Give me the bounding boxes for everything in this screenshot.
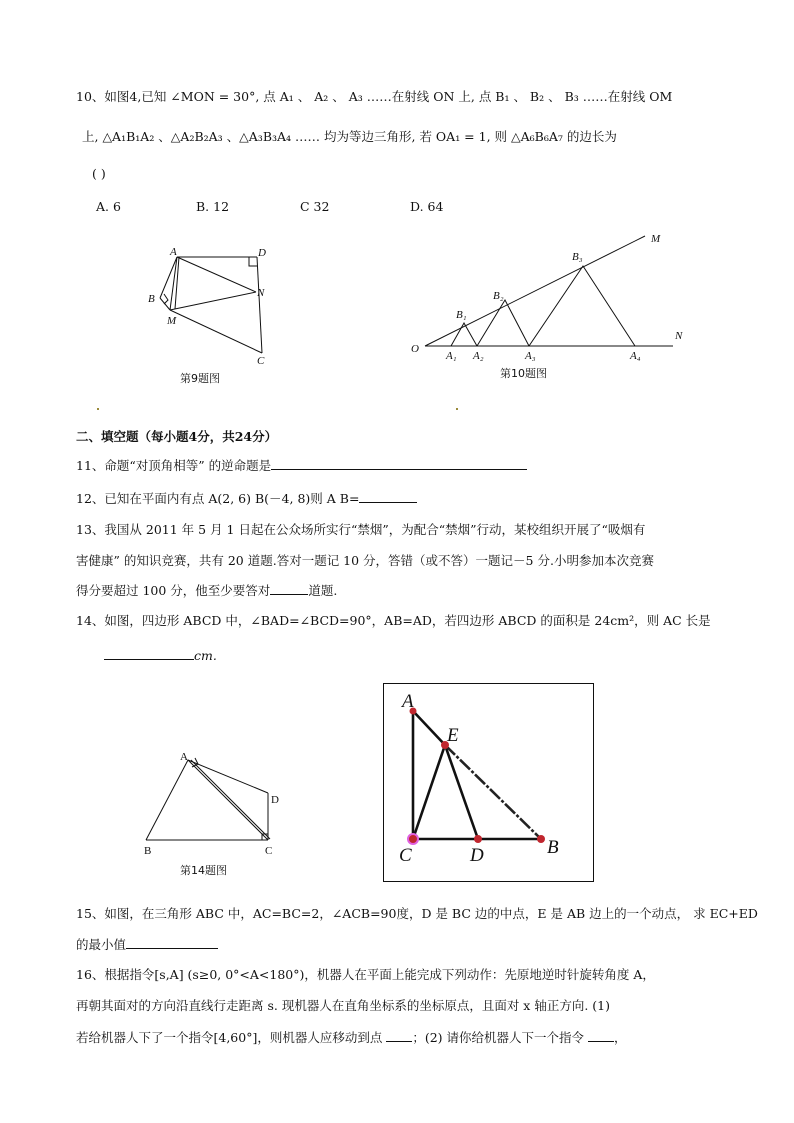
q14-line1: 14、如图，四边形 ABCD 中，∠BAD=∠BCD=90°，AB=AD，若四边形 ABCD 的面积是 24cm²，则 AC 长是 — [76, 613, 711, 628]
fig10-label-o: O — [411, 343, 419, 355]
fig14-line-ac2 — [191, 760, 270, 839]
q13-answer-blank[interactable] — [270, 582, 308, 595]
q16-line1: 16、根据指令[s,A] (s≥0, 0°<A<180°)，机器人在平面上能完成下列动作：先原地逆时针旋转角度 A， — [76, 967, 655, 982]
fig9-right-angle-b — [164, 294, 168, 304]
fig10-triangle-3 — [529, 266, 635, 346]
q10-line2: 上, △A₁B₁A₂ 、△A₂B₂A₃ 、△A₃B₃A₄ …… 均为等边三角形, 若 OA₁ = 1, 则 △A₆B₆A₇ 的边长为 — [82, 129, 617, 144]
q11-answer-blank[interactable] — [271, 457, 527, 470]
fig15-point-d — [474, 835, 482, 843]
fig15-line-eb — [445, 745, 541, 839]
fig10-label-a1: A₁ — [446, 350, 457, 362]
figure-10 — [405, 228, 705, 363]
q15-line2 — [76, 936, 218, 954]
q15-line1: 15、如图，在三角形 ABC 中，AC=BC=2，∠ACB=90度，D 是 BC 边的中点，E 是 AB 边上的一个动点， 求 EC+ED — [76, 906, 758, 921]
q16-line3-mid: ；(2) 请你给机器人下一个指令 — [412, 1030, 585, 1045]
fig10-caption: 第10题图 — [500, 367, 547, 380]
q16-line3-end: ， — [614, 1030, 627, 1045]
fig14-label-a: A — [180, 751, 188, 763]
q13-line1: 13、我国从 2011 年 5 月 1 日起在公众场所实行“禁烟”，为配合“禁烟”行动，某校组织开展了“吸烟有 — [76, 522, 646, 537]
section-2-title: 二、填空题（每小题4分，共24分） — [76, 429, 278, 444]
fig9-label-d: D — [258, 247, 266, 259]
q12 — [76, 490, 417, 508]
figure-15 — [383, 683, 595, 883]
fig10-label-n: N — [675, 330, 683, 342]
q13-line2: 害健康” 的知识竞赛，共有 20 道题.答对一题记 10 分，答错（或不答）一题记－5 分.小明参加本次竞赛 — [76, 553, 654, 568]
stray-dot-right — [456, 408, 458, 410]
fig9-label-c: C — [257, 355, 265, 367]
q14-line2 — [104, 647, 217, 665]
fig10-label-b2: B₂ — [493, 290, 504, 302]
q15-answer-blank[interactable] — [126, 936, 218, 949]
q10-option-d: D. 64 — [410, 199, 444, 214]
fig10-label-b3: B₃ — [572, 251, 583, 263]
q15-line2-text: 的最小值 — [76, 937, 127, 952]
fig10-label-a4: A₄ — [630, 350, 641, 362]
fig15-point-b — [537, 835, 545, 843]
q10-paren: ( ) — [92, 166, 106, 181]
q10-option-c: C 32 — [300, 199, 330, 214]
fig14-line-ad — [188, 760, 268, 793]
q10-option-b: B. 12 — [196, 199, 230, 214]
fig14-line-ac — [188, 760, 268, 840]
q14-answer-blank[interactable] — [104, 647, 194, 660]
fig10-label-a2: A₂ — [473, 350, 484, 362]
q11 — [76, 457, 527, 475]
fig9-right-angle-d — [249, 257, 257, 266]
fig9-label-m: M — [167, 315, 177, 327]
fig15-point-c — [408, 834, 418, 844]
fig10-label-a3: A₃ — [525, 350, 536, 362]
q16-answer-blank-2[interactable] — [588, 1029, 614, 1042]
fig14-caption: 第14题图 — [180, 864, 227, 877]
q12-text: 12、已知在平面内有点 A(2, 6) B(－4, 8)则 A B= — [76, 491, 360, 506]
fig9-caption: 第9题图 — [180, 372, 220, 385]
q16-line2: 再朝其面对的方向沿直线行走距离 s. 现机器人在直角坐标系的坐标原点，且面对 x 轴正方向. (1) — [76, 998, 610, 1013]
fig10-label-m: M — [651, 233, 661, 245]
fig15-label-b: B — [547, 837, 559, 858]
q14-unit: cm. — [194, 648, 217, 663]
fig9-label-b: B — [148, 293, 155, 305]
q10-option-a: A. 6 — [96, 199, 121, 214]
q11-text: 11、命题“对顶角相等” 的逆命题是 — [76, 458, 272, 473]
fig15-line-ae — [413, 711, 445, 745]
figure-9 — [140, 240, 280, 372]
fig9-line-an — [177, 257, 256, 292]
fig14-label-c: C — [265, 845, 273, 857]
q10-line1: 10、如图4,已知 ∠MON = 30°, 点 A₁ 、 A₂ 、 A₃ ……在射线 ON 上, 点 B₁ 、 B₂ 、 B₃ ……在射线 OM — [76, 89, 673, 104]
q13-line3 — [76, 582, 337, 600]
fig15-label-e: E — [447, 725, 459, 746]
fig14-label-d: D — [271, 794, 279, 806]
fig15-line-ce — [413, 745, 445, 839]
fig10-label-b1: B₁ — [456, 309, 467, 321]
q16-line3 — [76, 1029, 627, 1047]
fig15-label-d: D — [470, 845, 484, 866]
fig15-label-a: A — [402, 691, 414, 712]
q16-line3-pre: 若给机器人下了一个指令[4,60°]，则机器人应移动到点 — [76, 1030, 383, 1045]
fig9-label-a: A — [170, 246, 177, 258]
fig15-line-ed — [445, 745, 478, 839]
q13-line3-post: 道题. — [308, 583, 338, 598]
fig9-line-mn — [170, 292, 256, 310]
fig9-label-n: N — [257, 287, 265, 299]
fig15-label-c: C — [399, 845, 412, 866]
stray-dot-left — [97, 408, 99, 410]
figure-14 — [138, 748, 288, 860]
fig14-label-b: B — [144, 845, 152, 857]
fig9-line-bm — [160, 298, 170, 310]
q13-line3-pre: 得分要超过 100 分，他至少要答对 — [76, 583, 271, 598]
q16-answer-blank-1[interactable] — [386, 1029, 412, 1042]
fig9-line-mc — [170, 310, 262, 353]
q12-answer-blank[interactable] — [359, 490, 417, 503]
fig9-line-dc — [257, 257, 262, 353]
fig14-line-ab — [146, 760, 188, 840]
fig10-ray-om — [425, 236, 645, 346]
